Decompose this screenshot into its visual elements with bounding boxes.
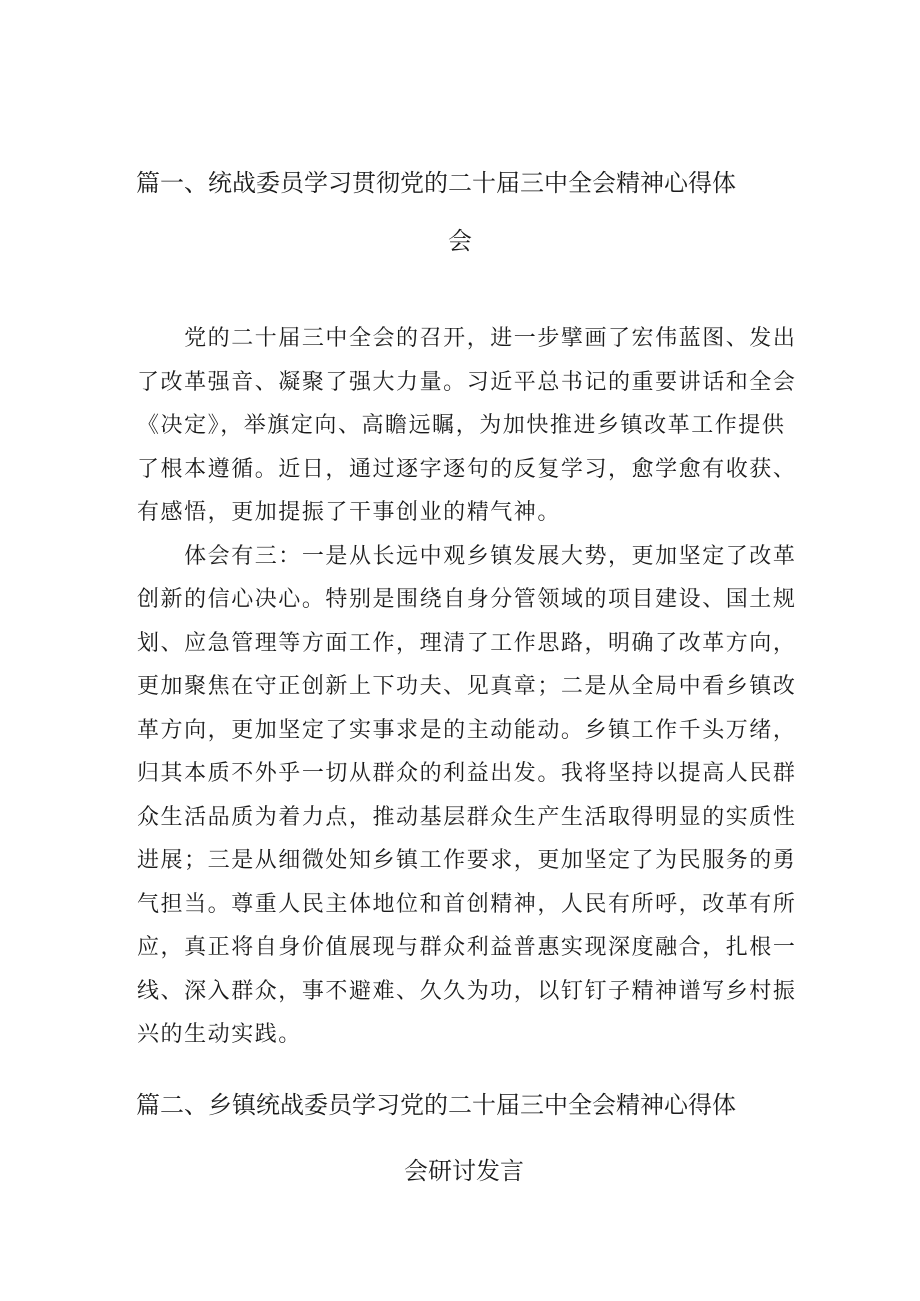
paragraph-line: 革方向，更加坚定了实事求是的主动能动。乡镇工作千头万绪， — [137, 717, 797, 743]
section-1-heading-line-1: 篇一、统战委员学习贯彻党的二十届三中全会精神心得体 — [136, 169, 736, 197]
paragraph-line: 气担当。尊重人民主体地位和首创精神，人民有所呼，改革有所 — [137, 891, 797, 917]
section-2-heading-line-1: 篇二、乡镇统战委员学习党的二十届三中全会精神心得体 — [136, 1091, 736, 1119]
paragraph-line: 体会有三：一是从长远中观乡镇发展大势，更加坚定了改革 — [137, 543, 797, 569]
paragraph-line: 有感悟，更加提振了干事创业的精气神。 — [137, 500, 561, 525]
paragraph-line: 党的二十届三中全会的召开，进一步擘画了宏伟蓝图、发出 — [137, 326, 797, 351]
section-1-heading-line-2: 会 — [448, 227, 472, 255]
section-1-paragraph-1 — [137, 317, 797, 535]
section-1-paragraph-2 — [137, 535, 797, 1057]
paragraph-line: 归其本质不外乎一切从群众的利益出发。我将坚持以提高人民群 — [137, 761, 797, 786]
paragraph-line: 线、深入群众，事不避难、久久为功，以钉钉子精神谱写乡村振 — [137, 978, 797, 1004]
paragraph-line: 更加聚焦在守正创新上下功夫、见真章；二是从全局中看乡镇改 — [137, 674, 797, 699]
section-2-heading-line-2: 会研讨发言 — [404, 1157, 524, 1185]
paragraph-line: 进展；三是从细微处知乡镇工作要求，更加坚定了为民服务的勇 — [137, 848, 797, 873]
paragraph-line: 众生活品质为着力点，推动基层群众生产生活取得明显的实质性 — [137, 804, 797, 830]
paragraph-line: 创新的信心决心。特别是围绕自身分管领域的项目建设、国土规 — [137, 587, 797, 612]
paragraph-line: 《决定》，举旗定向、高瞻远瞩，为加快推进乡镇改革工作提供 — [137, 413, 786, 438]
paragraph-line: 了根本遵循。近日，通过逐字逐句的反复学习，愈学愈有收获、 — [137, 456, 797, 482]
paragraph-line: 应，真正将自身价值展现与群众利益普惠实现深度融合，扎根一 — [137, 935, 797, 960]
paragraph-line: 兴的生动实践。 — [137, 1022, 302, 1047]
paragraph-line: 划、应急管理等方面工作，理清了工作思路，明确了改革方向， — [137, 630, 797, 656]
paragraph-line: 了改革强音、凝聚了强大力量。习近平总书记的重要讲话和全会 — [137, 369, 797, 395]
